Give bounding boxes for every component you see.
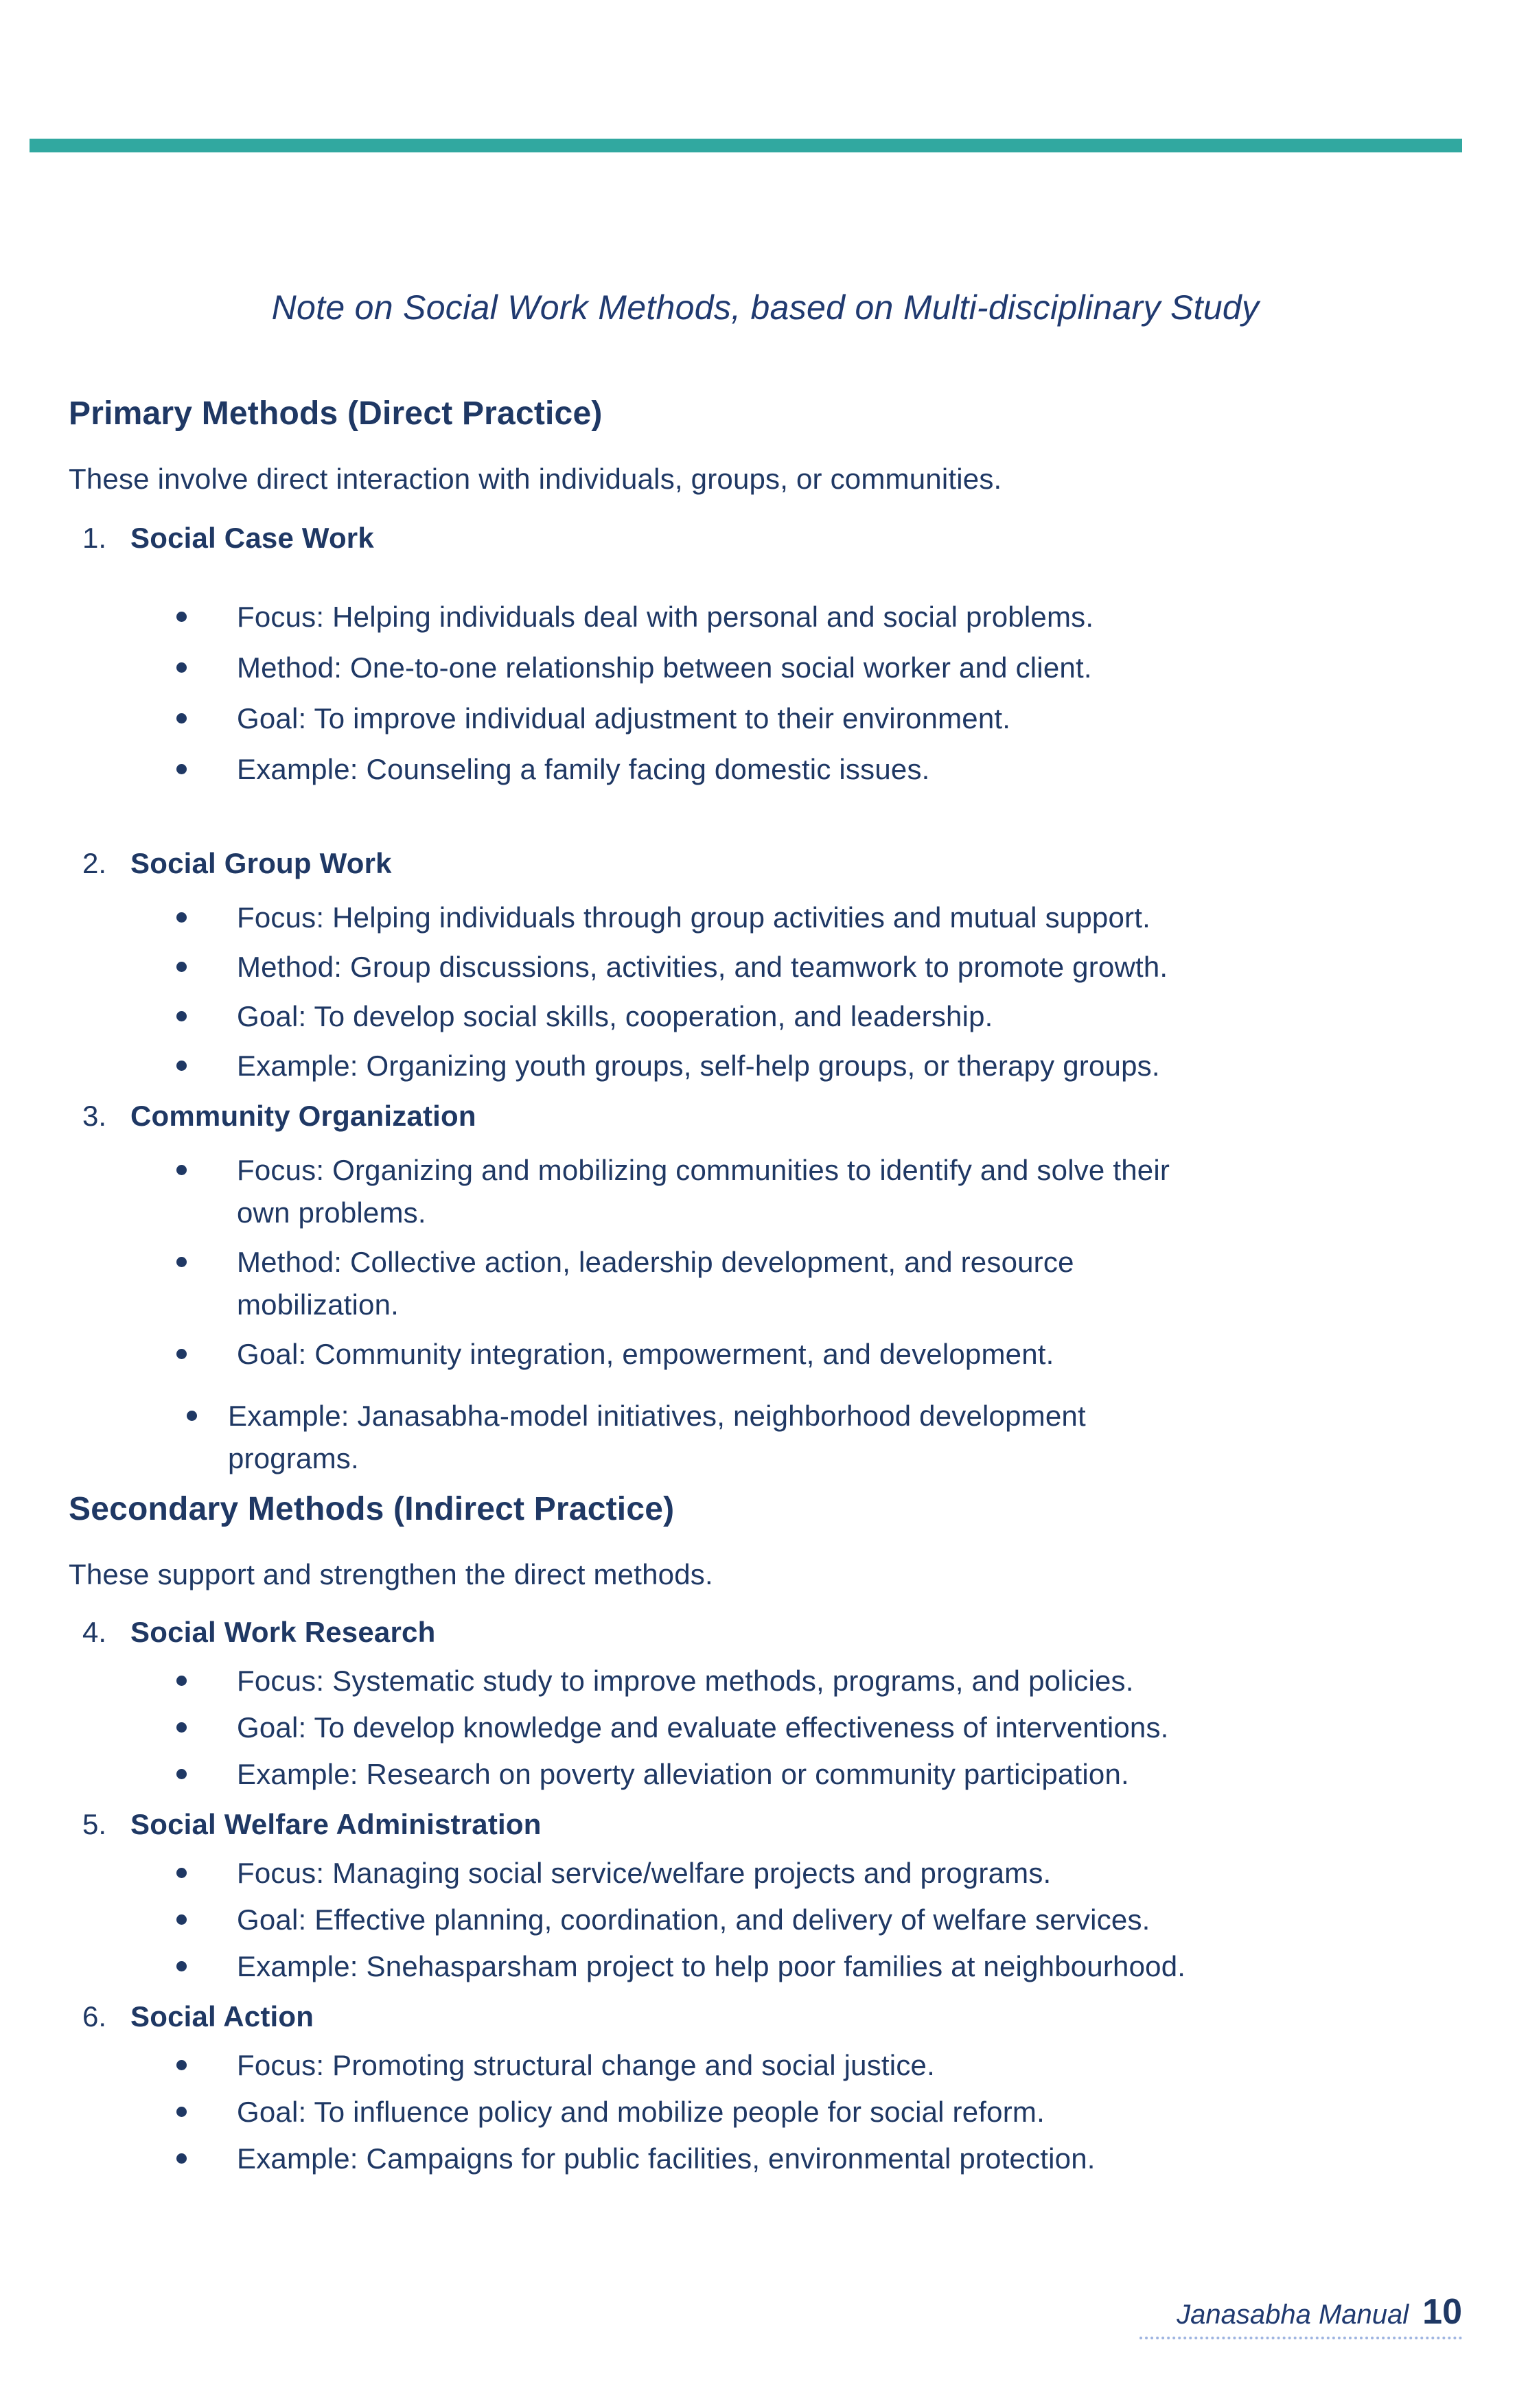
item-social-case-work	[69, 519, 1462, 791]
bullet-item	[69, 1852, 1462, 1895]
bullet-text: Goal: Effective planning, coordination, and delivery of welfare services.	[237, 1903, 1150, 1936]
bullet-item	[69, 748, 1462, 791]
item-title: Social Case Work	[130, 522, 374, 554]
bullet-item	[69, 2091, 1462, 2133]
bullet-text: Example: Campaigns for public facilities, environmental protection.	[237, 2142, 1096, 2175]
bullet-list	[69, 1660, 1462, 1796]
bullet-text: Example: Janasabha-model initiatives, neighborhood development programs.	[228, 1400, 1086, 1474]
bullet-text: Example: Organizing youth groups, self-help groups, or therapy groups.	[237, 1050, 1160, 1082]
bullet-item	[69, 1333, 1191, 1376]
item-number: 1.	[82, 522, 107, 554]
primary-methods-heading: Primary Methods (Direct Practice)	[69, 395, 603, 432]
bullet-list	[69, 596, 1462, 791]
bullet-text: Goal: To influence policy and mobilize people for social reform.	[237, 2096, 1045, 2128]
bullet-item	[69, 1945, 1462, 1988]
bullet-list	[69, 1852, 1462, 1988]
bullet-item	[69, 596, 1462, 638]
bullet-text: Focus: Systematic study to improve methods, programs, and policies.	[237, 1665, 1134, 1697]
item-social-action	[69, 1998, 1462, 2180]
bullet-text: Example: Research on poverty alleviation or community participation.	[237, 1758, 1129, 1790]
numbered-heading	[69, 1613, 1462, 1652]
item-social-work-research	[69, 1613, 1462, 1796]
bullet-item	[69, 1149, 1191, 1234]
item-number: 6.	[82, 2000, 107, 2033]
bullet-item	[69, 1395, 1182, 1480]
numbered-heading	[69, 1805, 1462, 1844]
bullet-item	[69, 647, 1462, 689]
bullet-text: Method: Group discussions, activities, and teamwork to promote growth.	[237, 951, 1168, 983]
bullet-item	[69, 2138, 1462, 2180]
bullet-text: Goal: To improve individual adjustment to their environment.	[237, 702, 1011, 734]
bullet-text: Goal: To develop knowledge and evaluate effectiveness of interventions.	[237, 1711, 1169, 1744]
bullet-text: Method: Collective action, leadership development, and resource mobilization.	[237, 1246, 1074, 1321]
item-social-welfare-administration	[69, 1805, 1462, 1988]
secondary-methods-intro: These support and strengthen the direct methods.	[69, 1558, 713, 1590]
page-number: 10	[1422, 2292, 1462, 2332]
item-number: 5.	[82, 1808, 107, 1840]
bullet-item	[69, 1706, 1462, 1749]
footer-underline	[1139, 2337, 1462, 2339]
bullet-item	[69, 1045, 1462, 1087]
bullet-text: Focus: Helping individuals through group activities and mutual support.	[237, 901, 1150, 934]
bullet-list	[69, 896, 1462, 1087]
bullet-item	[69, 896, 1462, 939]
bullet-item	[69, 2044, 1462, 2087]
bullet-text: Example: Snehasparsham project to help poor families at neighbourhood.	[237, 1950, 1186, 1982]
document-title: Note on Social Work Methods, based on Multi-disciplinary Study	[271, 288, 1260, 327]
numbered-heading	[69, 1097, 1462, 1135]
bullet-text: Focus: Organizing and mobilizing communities to identify and solve their own problems.	[237, 1154, 1170, 1229]
bullet-item	[69, 1660, 1462, 1702]
bullet-item	[69, 1241, 1191, 1326]
item-title: Social Group Work	[130, 847, 392, 879]
page-footer	[1139, 2291, 1462, 2339]
bullet-text: Focus: Promoting structural change and social justice.	[237, 2049, 935, 2081]
bullet-list	[69, 1149, 1462, 1480]
bullet-text: Focus: Helping individuals deal with personal and social problems.	[237, 601, 1094, 633]
item-title: Community Organization	[130, 1100, 476, 1132]
item-community-organization	[69, 1097, 1462, 1480]
item-title: Social Action	[130, 2000, 314, 2033]
footer-row	[1139, 2291, 1462, 2332]
primary-methods-intro: These involve direct interaction with individuals, groups, or communities.	[69, 463, 1002, 495]
bullet-text: Focus: Managing social service/welfare projects and programs.	[237, 1857, 1052, 1889]
secondary-methods-heading: Secondary Methods (Indirect Practice)	[69, 1491, 675, 1527]
bullet-list	[69, 2044, 1462, 2180]
numbered-heading	[69, 1998, 1462, 2036]
bullet-item	[69, 946, 1462, 988]
item-number: 4.	[82, 1616, 107, 1648]
bullet-text: Goal: Community integration, empowerment, and development.	[237, 1338, 1054, 1370]
bullet-item	[69, 697, 1462, 740]
bullet-item	[69, 1753, 1462, 1796]
bullet-item	[69, 1899, 1462, 1941]
bullet-item	[69, 995, 1462, 1038]
item-number: 2.	[82, 847, 107, 879]
item-title: Social Welfare Administration	[130, 1808, 542, 1840]
bullet-text: Method: One-to-one relationship between social worker and client.	[237, 651, 1092, 684]
bullet-text: Goal: To develop social skills, cooperation, and leadership.	[237, 1000, 993, 1032]
footer-manual-name: Janasabha Manual	[1177, 2300, 1409, 2330]
item-title: Social Work Research	[130, 1616, 436, 1648]
numbered-heading	[69, 519, 1462, 557]
item-social-group-work	[69, 844, 1462, 1087]
item-number: 3.	[82, 1100, 107, 1132]
bullet-text: Example: Counseling a family facing domestic issues.	[237, 753, 930, 785]
numbered-heading	[69, 844, 1462, 883]
